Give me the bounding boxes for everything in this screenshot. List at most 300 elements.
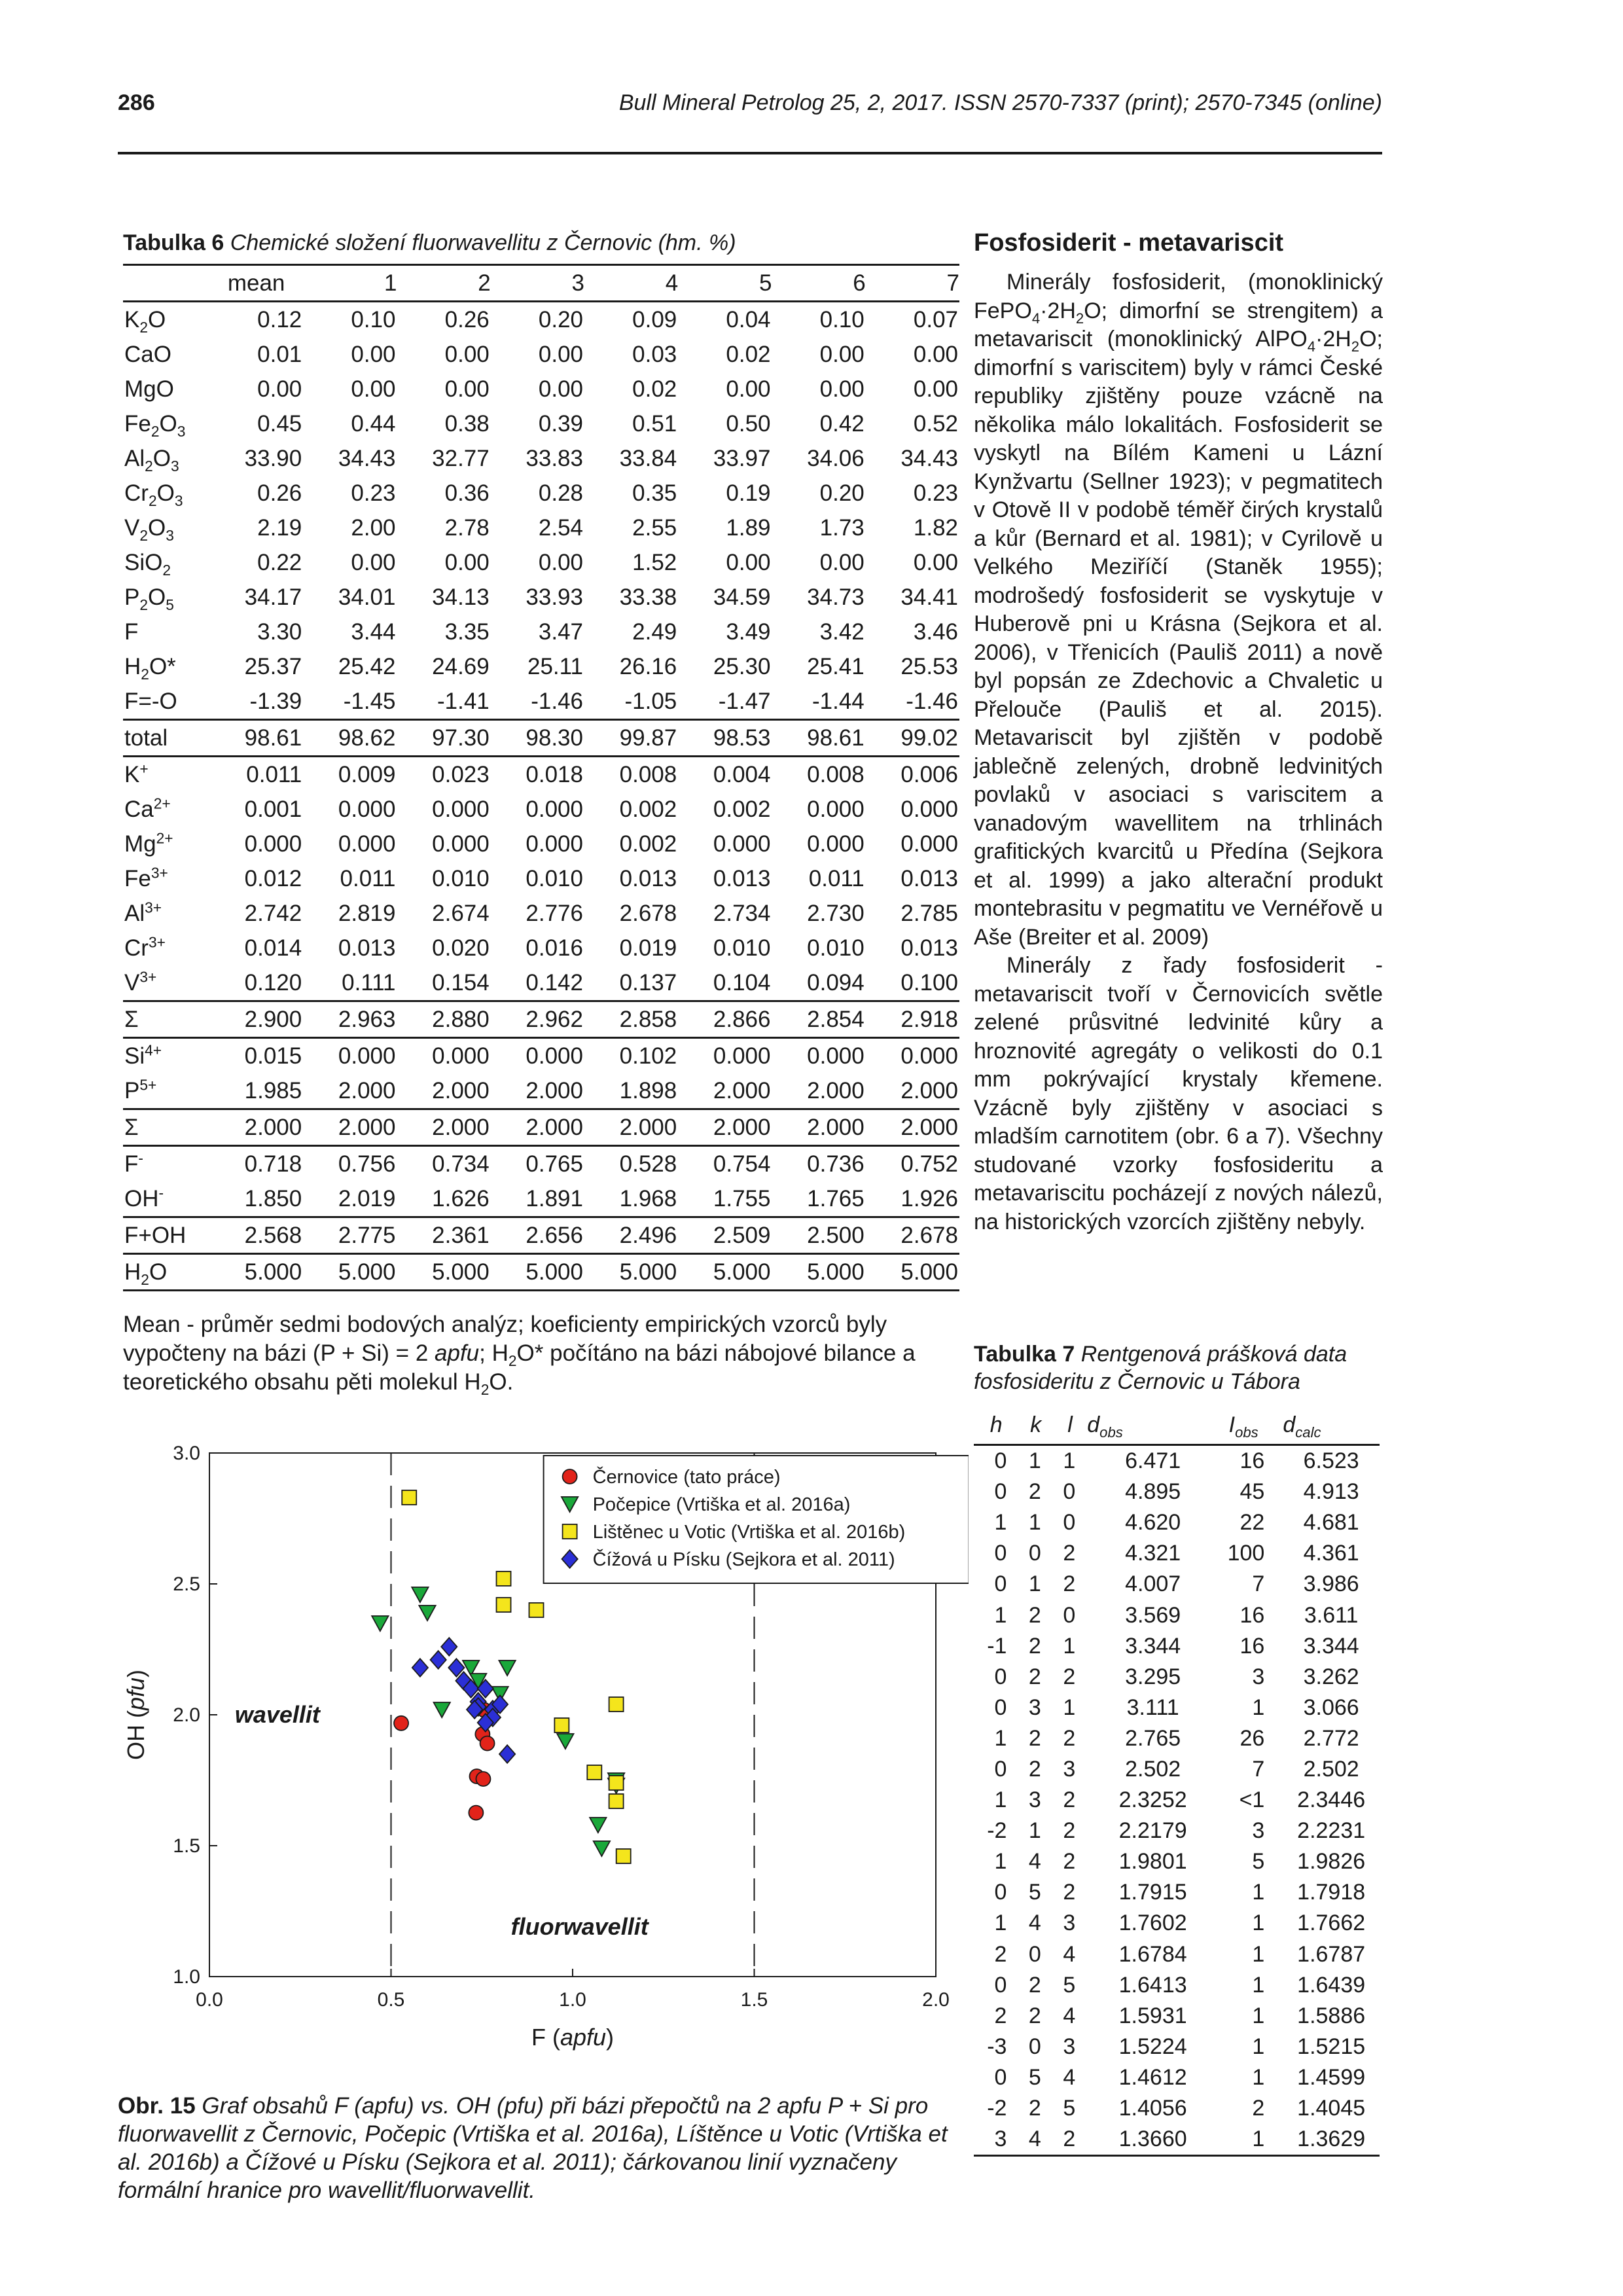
table-cell: 2.742 — [244, 901, 302, 926]
data-point — [441, 1638, 457, 1656]
table-cell: -1.05 — [624, 689, 677, 714]
table-cell: 2.000 — [866, 1109, 959, 1146]
table-cell: 34.59 — [713, 584, 771, 610]
table-cell: 5.000 — [491, 1254, 584, 1291]
y-tick-label: 3.0 — [173, 1443, 200, 1464]
table-cell: 0.094 — [807, 970, 865, 996]
table-cell: 34.41 — [901, 584, 958, 610]
table-cell: 99.87 — [584, 720, 678, 757]
table-cell: 2.900 — [209, 1001, 303, 1038]
table-cell: 0.104 — [713, 970, 771, 996]
row-label: $P^{5+}$ — [124, 1076, 157, 1103]
paragraph-1: Minerály fosfosiderit, (monoklinický $FePO_4\cdot 2H_2O$; dimorfní se strengitem) a metavariscit (monoklinický $AlPO_4\cdot 2H_2O$; dimorfní s variscitem) byly v rámci České republiky zjištěny pouze vzácně na několika málo lokalitách. Fosfosiderit se vyskytl na Bílém Kameni u Lázní Kynžvartu (Sellner 1923); v pegmatitech v Otově II v podobě téměř čirých krystalů a kůr (Bernard et al. 1981); v Cyrilově u Velkého Meziříčí (Staněk 1955); modrošedý fosfosiderit se vyskytuje v Huberově pni u Krásna (Sejkora et al. 2006), v Třenicích (Pauliš 2011) a nově byl popsán ze Zdechovic a Chvaletic u Přelouče (Pauliš et al. 2015). Metavariscit byl zjištěn v podobě jablečně zelených, drobně ledvinitých povlaků v asociaci s variscitem a vanadovým wavellitem na trhlinách grafitických kvarcitů u Předína (Sejkora et al. 1999) a jako alterační produkt montebrasitu v pegmatitu ve Vernéřově u Aše (Breiter et al. 2009) — [974, 270, 1383, 950]
table-6-header-cell: 6 — [772, 265, 866, 302]
table-row — [974, 1785, 1380, 1816]
table-cell: 0.120 — [244, 970, 302, 996]
table-cell: 6.471 — [1125, 1448, 1181, 1474]
table-cell: 3 — [1063, 1910, 1076, 1936]
table-cell: 0.000 — [526, 831, 583, 857]
table-cell: -2 — [987, 1818, 1007, 1844]
table-cell: 1 — [1252, 1972, 1265, 1998]
table-cell: 2.775 — [303, 1217, 397, 1254]
table-cell: 0.00 — [444, 376, 490, 402]
table-cell: 0.011 — [808, 866, 865, 891]
header-rule — [118, 152, 1382, 154]
data-point — [497, 1598, 511, 1612]
table-cell: 2.361 — [397, 1217, 491, 1254]
table-cell: 0.001 — [244, 797, 302, 822]
table-cell: 2 — [1028, 1972, 1041, 1998]
table-row — [974, 1939, 1380, 1970]
table-7-label: Tabulka 7 — [974, 1342, 1075, 1367]
table-cell: 4.321 — [1125, 1541, 1181, 1566]
table-cell: 5.000 — [303, 1254, 397, 1291]
table-cell: 2 — [1063, 1541, 1076, 1566]
table-cell: 99.02 — [866, 720, 959, 757]
table-cell: 1.6787 — [1297, 1941, 1366, 1967]
table-cell: 3.35 — [444, 619, 490, 645]
table-cell: 0.011 — [209, 757, 303, 793]
figure-label: Obr. 15 — [118, 2093, 196, 2119]
table-cell: 1.7662 — [1297, 1910, 1366, 1936]
table-cell: 2 — [1028, 2096, 1041, 2121]
table-row — [974, 2093, 1380, 2124]
table-cell: 0.00 — [444, 550, 490, 575]
table-cell: 3.46 — [913, 619, 958, 645]
table-cell: 0.718 — [209, 1146, 303, 1182]
table-cell: 2.000 — [209, 1109, 303, 1146]
table-row — [123, 827, 959, 861]
table-cell: 2 — [1028, 1664, 1041, 1689]
table-cell: 2 — [1063, 1725, 1076, 1751]
table-cell: 1.4045 — [1297, 2096, 1366, 2121]
row-label: $Fe_2O_3$ — [124, 411, 186, 440]
data-point — [497, 1571, 511, 1586]
table-cell: 0.011 — [340, 866, 396, 891]
table-cell: 0.002 — [713, 797, 771, 822]
table-cell: 3.30 — [257, 619, 302, 645]
table-cell: 25.37 — [244, 654, 302, 679]
table-cell: 0.000 — [432, 831, 490, 857]
table-6-caption — [123, 230, 959, 256]
y-tick-label: 2.0 — [173, 1704, 200, 1726]
table-cell: 0.010 — [713, 935, 771, 961]
table-cell: 0.000 — [678, 1038, 772, 1074]
table-cell: 0.000 — [397, 1038, 491, 1074]
table-cell: 0.28 — [538, 480, 583, 506]
table-6-header-cell: 7 — [866, 265, 959, 302]
data-point — [412, 1659, 428, 1677]
table-cell: 2 — [1028, 1479, 1041, 1505]
table-cell: 0 — [1028, 1941, 1041, 1967]
journal-header: Bull Mineral Petrolog 25, 2, 2017. ISSN 2570-7337 (print); 2570-7345 (online) — [618, 90, 1382, 115]
table-row — [123, 861, 959, 896]
table-cell: -2 — [987, 2096, 1007, 2121]
table-cell: 1 — [1252, 1880, 1265, 1905]
scatter-chart — [118, 1427, 969, 2081]
table-cell: 0.00 — [913, 376, 958, 402]
table-cell: 2.000 — [491, 1109, 584, 1146]
annotation-wavellit: wavellit — [234, 1701, 320, 1728]
table-cell: 3 — [1028, 1787, 1041, 1813]
table-7-caption — [974, 1340, 1393, 1395]
table-cell: 5.000 — [584, 1254, 678, 1291]
y-tick-label: 1.5 — [173, 1835, 200, 1857]
table-cell: 16 — [1240, 1633, 1265, 1659]
table-6 — [123, 230, 959, 1291]
table-row — [123, 965, 959, 1001]
table-cell: 2 — [1063, 1571, 1076, 1597]
table-cell: 0.013 — [901, 866, 958, 891]
row-label: $Ca^{2+}$ — [124, 795, 171, 822]
table-cell: 0.734 — [397, 1146, 491, 1182]
table-cell: 3.611 — [1304, 1602, 1359, 1628]
table-cell: 0.20 — [819, 480, 865, 506]
table-7-header-cell: $I_{obs}$ — [1204, 1406, 1283, 1445]
table-cell: 5.000 — [397, 1254, 491, 1291]
data-point — [609, 1697, 624, 1712]
table-cell: 7 — [1252, 1571, 1265, 1597]
table-cell: 1.7918 — [1297, 1880, 1366, 1905]
table-cell: 2.500 — [772, 1217, 866, 1254]
table-7 — [974, 1406, 1380, 2157]
section-heading: Fosfosiderit - metavariscit — [974, 229, 1284, 257]
table-row — [123, 441, 959, 476]
table-row — [974, 1970, 1380, 2001]
table-cell: 1 — [1252, 2064, 1265, 2090]
table-cell: 0.013 — [713, 866, 771, 891]
table-cell: 3.344 — [1303, 1633, 1359, 1659]
table-cell: 4 — [1063, 2064, 1076, 2090]
table-cell: -1 — [987, 1633, 1007, 1659]
table-cell: 1 — [1028, 1448, 1041, 1474]
data-point — [402, 1490, 416, 1505]
table-cell: 0.10 — [819, 307, 865, 332]
table-cell: 1.626 — [432, 1186, 490, 1211]
row-label: $V^{3+}$ — [124, 968, 157, 996]
table-cell: -1.41 — [437, 689, 490, 714]
table-cell: 0.736 — [772, 1146, 866, 1182]
table-cell: 34.13 — [432, 584, 490, 610]
table-cell: 0.39 — [538, 411, 583, 437]
table-cell: 2.54 — [538, 515, 583, 541]
table-cell: 98.53 — [678, 720, 772, 757]
table-cell: 33.93 — [526, 584, 583, 610]
table-cell: 2.3252 — [1118, 1787, 1187, 1813]
table-cell: 16 — [1240, 1602, 1265, 1628]
table-cell: 0.00 — [351, 550, 396, 575]
table-cell: 1.968 — [619, 1186, 677, 1211]
table-cell: 2.730 — [807, 901, 865, 926]
table-row — [123, 476, 959, 511]
data-point — [394, 1716, 408, 1731]
data-point — [594, 1841, 610, 1856]
row-label: OH- — [124, 1184, 164, 1211]
table-cell: 0 — [994, 1664, 1007, 1689]
table-cell: 0.00 — [726, 376, 771, 402]
table-cell: 2.963 — [303, 1001, 397, 1038]
legend-label: Lištěnec u Votic (Vrtiška et al. 2016b) — [592, 1522, 906, 1543]
table-cell: 0.000 — [432, 797, 490, 822]
table-cell: 3.295 — [1125, 1664, 1181, 1689]
table-cell: 2.656 — [491, 1217, 584, 1254]
table-cell: 2 — [1028, 1725, 1041, 1751]
table-cell: 1 — [1252, 1910, 1265, 1936]
table-cell: 2 — [1028, 2003, 1041, 2028]
row-label: MgO — [124, 376, 174, 402]
row-label: $Al_2O_3$ — [124, 446, 179, 475]
table-row — [123, 1181, 959, 1217]
table-cell: 3.569 — [1125, 1602, 1181, 1628]
table-cell: 25.53 — [901, 654, 958, 679]
table-cell: 0.36 — [444, 480, 490, 506]
table-cell: 2.918 — [866, 1001, 959, 1038]
table-row — [974, 1723, 1380, 1754]
data-point — [372, 1616, 388, 1631]
row-label: $Cr^{3+}$ — [124, 933, 166, 961]
x-tick-label: 1.5 — [740, 1989, 768, 2011]
table-cell: 2 — [1028, 1602, 1041, 1628]
table-cell: 1.5886 — [1297, 2003, 1366, 2028]
table-cell: 5 — [1063, 1972, 1076, 1998]
table-row — [974, 1631, 1380, 1662]
y-axis-label: OH (pfu) — [122, 1669, 149, 1761]
table-cell: 0.04 — [726, 307, 771, 332]
table-cell: 0.01 — [257, 342, 302, 367]
table-cell: 3 — [1063, 2034, 1076, 2059]
table-cell: 2.3446 — [1297, 1787, 1366, 1813]
table-cell: 2 — [1063, 1664, 1076, 1689]
data-point — [469, 1806, 483, 1820]
table-cell: 2 — [1252, 2096, 1265, 2121]
row-label: $H_2O$ — [123, 1254, 209, 1291]
table-7-header-cell: $d_{obs}$ — [1087, 1406, 1204, 1445]
table-cell: -1.47 — [718, 689, 771, 714]
table-cell: -1.46 — [906, 689, 958, 714]
table-cell: 0.142 — [526, 970, 583, 996]
row-label: Σ — [123, 1001, 209, 1038]
table-row — [974, 2032, 1380, 2062]
table-cell: 1.73 — [819, 515, 865, 541]
table-row — [974, 2062, 1380, 2093]
table-cell: 33.38 — [619, 584, 677, 610]
table-cell: 4.895 — [1125, 1479, 1181, 1505]
table-cell: 33.97 — [713, 446, 771, 471]
table-cell: 3 — [1252, 1818, 1265, 1844]
table-cell: 1.4056 — [1118, 2096, 1187, 2121]
table-cell: 1 — [994, 1910, 1007, 1936]
table-cell: 2.509 — [678, 1217, 772, 1254]
legend-marker — [563, 1524, 577, 1539]
table-cell: 2.000 — [901, 1078, 958, 1103]
table-cell: 4.007 — [1125, 1571, 1181, 1597]
table-cell: 0.137 — [619, 970, 677, 996]
table-cell: 1.9826 — [1297, 1849, 1366, 1874]
table-6-header-cell: 5 — [678, 265, 772, 302]
table-row — [974, 2001, 1380, 2032]
table-cell: 2.00 — [351, 515, 396, 541]
table-cell: 2.819 — [338, 901, 396, 926]
table-cell: 97.30 — [397, 720, 491, 757]
table-cell: 0.38 — [444, 411, 490, 437]
row-label: $V_2O_3$ — [124, 515, 174, 544]
table-cell: 1.7915 — [1118, 1880, 1187, 1905]
table-row — [974, 1816, 1380, 1846]
table-cell: 0.019 — [619, 935, 677, 961]
table-cell: 1.52 — [632, 550, 677, 575]
row-label: $K_2O$ — [124, 307, 166, 336]
row-label: $P_2O_5$ — [124, 584, 174, 613]
table-cell: 0.00 — [819, 376, 865, 402]
data-point — [609, 1794, 624, 1808]
table-cell: 4 — [1018, 2124, 1052, 2156]
table-cell: 0 — [994, 1448, 1007, 1474]
row-label: $Mg^{2+}$ — [124, 829, 173, 857]
table-cell: 33.90 — [244, 446, 302, 471]
table-cell: 2.000 — [338, 1078, 396, 1103]
table-cell: 3.49 — [726, 619, 771, 645]
table-cell: 34.73 — [807, 584, 865, 610]
table-6-header-cell: 4 — [584, 265, 678, 302]
table-row — [123, 757, 959, 793]
table-cell: 0.02 — [632, 376, 677, 402]
table-cell: 3 — [1063, 1756, 1076, 1782]
table-6-header-cell: mean — [209, 265, 303, 302]
table-cell: 0.002 — [619, 797, 677, 822]
table-cell: 26.16 — [619, 654, 677, 679]
table-row — [123, 1001, 959, 1038]
table-cell: 25.41 — [807, 654, 865, 679]
table-cell: 0.00 — [257, 376, 302, 402]
table-cell: 16 — [1240, 1448, 1265, 1474]
table-cell: 0.22 — [257, 550, 302, 575]
table-cell: 1 — [1252, 1695, 1265, 1720]
table-cell: 1.82 — [913, 515, 958, 541]
table-cell: -1.46 — [531, 689, 583, 714]
table-cell: 0.154 — [432, 970, 490, 996]
table-cell: 2.785 — [901, 901, 958, 926]
table-cell: 2.568 — [209, 1217, 303, 1254]
table-cell: 0 — [994, 1880, 1007, 1905]
table-6-header-cell — [123, 265, 209, 302]
table-cell: 1.5931 — [1118, 2003, 1187, 2028]
data-point — [419, 1605, 435, 1621]
table-cell: 2.000 — [772, 1109, 866, 1146]
row-label: $H_2O*$ — [124, 654, 176, 683]
table-cell: 1 — [994, 1602, 1007, 1628]
table-cell: 98.61 — [209, 720, 303, 757]
table-cell: 0.102 — [584, 1038, 678, 1074]
table-cell: 0.014 — [244, 935, 302, 961]
table-row — [123, 1109, 959, 1146]
table-cell: 5 — [1252, 1849, 1265, 1874]
table-cell: 32.77 — [432, 446, 490, 471]
annotation-fluorwavellit: fluorwavellit — [510, 1913, 649, 1940]
table-cell: 3 — [974, 2124, 1018, 2156]
table-row — [123, 684, 959, 720]
x-tick-label: 1.0 — [559, 1989, 586, 2011]
table-cell: 2 — [1028, 1633, 1041, 1659]
table-cell: 0.100 — [901, 970, 958, 996]
table-cell: 1 — [1028, 1510, 1041, 1535]
table-cell: 0.002 — [619, 831, 677, 857]
data-point — [499, 1660, 515, 1676]
table-cell: 2.765 — [1125, 1725, 1181, 1751]
table-row — [123, 720, 959, 757]
table-cell: 2.734 — [713, 901, 771, 926]
table-cell: 0.000 — [901, 831, 958, 857]
table-cell: 1 — [994, 1787, 1007, 1813]
table-cell: 26 — [1240, 1725, 1265, 1751]
data-point — [412, 1587, 428, 1602]
table-cell: 2 — [1063, 1787, 1076, 1813]
table-cell: 0 — [994, 1972, 1007, 1998]
data-point — [499, 1745, 515, 1763]
data-point — [609, 1776, 624, 1790]
table-cell: 2.000 — [432, 1078, 490, 1103]
data-point — [616, 1849, 631, 1863]
table-cell: 25.42 — [338, 654, 396, 679]
table-row — [123, 337, 959, 372]
table-cell: 6.523 — [1303, 1448, 1359, 1474]
table-cell: 2.000 — [526, 1078, 583, 1103]
table-cell: 2 — [1063, 1880, 1076, 1905]
table-row — [974, 1908, 1380, 1939]
table-cell: 34.43 — [338, 446, 396, 471]
table-cell: 0.765 — [491, 1146, 584, 1182]
table-row — [974, 1569, 1380, 1600]
table-cell: 4.361 — [1303, 1541, 1359, 1566]
row-label: $Fe^{3+}$ — [124, 864, 168, 891]
table-cell: 1 — [994, 1510, 1007, 1535]
table-cell: 3.47 — [538, 619, 583, 645]
table-6-header-cell: 3 — [491, 265, 584, 302]
table-7-grid — [974, 1406, 1380, 2157]
table-cell: 22 — [1240, 1510, 1265, 1535]
table-cell: 0.013 — [338, 935, 396, 961]
table-cell: 0 — [994, 1541, 1007, 1566]
row-label: K+ — [123, 757, 209, 793]
table-cell: 0.19 — [726, 480, 771, 506]
table-row — [123, 1146, 959, 1182]
table-cell: 1.5224 — [1118, 2034, 1187, 2059]
data-point — [476, 1772, 490, 1786]
table-row — [974, 1846, 1380, 1877]
table-cell: 0.00 — [351, 376, 396, 402]
table-cell: 0.00 — [819, 342, 865, 367]
table-cell: <1 — [1239, 1787, 1265, 1813]
table-cell: 4 — [1063, 2003, 1076, 2028]
table-cell: 1.985 — [244, 1078, 302, 1103]
table-cell: 0.010 — [526, 866, 583, 891]
table-cell: 2.000 — [713, 1078, 771, 1103]
table-row — [974, 1693, 1380, 1723]
row-label: F — [124, 619, 139, 645]
table-cell: 25.11 — [527, 654, 583, 679]
table-6-grid — [123, 264, 959, 1291]
table-cell: 0.756 — [303, 1146, 397, 1182]
table-cell: 0.42 — [819, 411, 865, 437]
table-cell: 0.00 — [538, 550, 583, 575]
table-cell: 2.2231 — [1297, 1818, 1366, 1844]
table-cell: 1.4612 — [1118, 2064, 1187, 2090]
table-cell: 2.502 — [1125, 1756, 1181, 1782]
table-cell: 1 — [1063, 1448, 1076, 1474]
legend-label: Počepice (Vrtiška et al. 2016a) — [592, 1494, 851, 1515]
table-6-title: Chemické složení fluorwavellitu z Černovic (hm. %) — [230, 230, 736, 255]
table-cell: 0.000 — [807, 797, 865, 822]
table-cell: 2.880 — [397, 1001, 491, 1038]
